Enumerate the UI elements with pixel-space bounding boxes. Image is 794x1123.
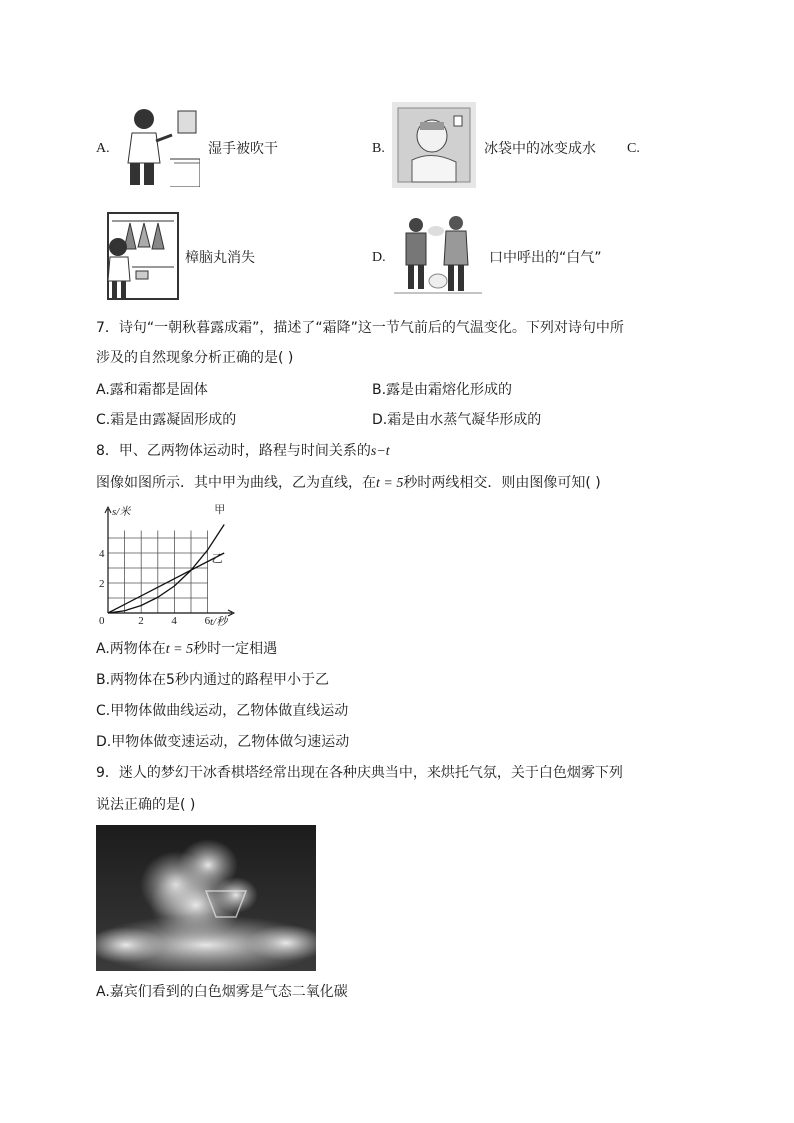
x-tick-label: 4: [171, 615, 177, 627]
photo-dry-ice-fog: [96, 825, 316, 971]
q8-stem-line1: [96, 441, 390, 462]
option-a-text: 湿手被吹干: [208, 141, 278, 157]
q7-option-d: D.霜是由水蒸气凝华形成的: [372, 412, 542, 428]
y-tick-label: 4: [99, 548, 105, 560]
option-c-text: 樟脑丸消失: [185, 250, 255, 266]
q8-option-d: D.甲物体做变速运动，乙物体做匀速运动: [96, 734, 350, 750]
q8-stem-text: 8．甲、乙两物体运动时，路程与时间关系的: [96, 443, 371, 459]
series-yi-label: 乙: [211, 553, 223, 565]
illustration-wardrobe-child: [102, 211, 180, 303]
option-d-text: 口中呼出的“白气”: [489, 250, 602, 266]
q9-stem-line1: 9．迷人的梦幻干冰香棋塔经常出现在各种庆典当中，来烘托气氛，关于白色烟雾下列: [96, 765, 623, 781]
series-jia-label: 甲: [214, 504, 226, 516]
x-axis-label: t/秒: [210, 616, 228, 627]
q9-option-a: A.嘉宾们看到的白色烟雾是气态二氧化碳: [96, 984, 348, 1000]
option-b-text: 冰袋中的冰变成水: [484, 141, 596, 157]
q8-stem-line2: [96, 473, 601, 494]
option-b-letter: B.: [372, 141, 385, 156]
option-d-letter: D.: [372, 250, 386, 265]
q8-math-t5: t = 5: [376, 476, 404, 491]
x-tick-label: 6: [204, 615, 211, 627]
illustration-hand-dryer: [114, 103, 200, 187]
q8-option-a-post: 秒时一定相遇: [193, 641, 278, 657]
y-axis-label: s/米: [112, 506, 131, 518]
q8-option-a: [96, 639, 277, 660]
q7-stem-line2: 涉及的自然现象分析正确的是( ): [96, 350, 294, 366]
q8-math-st: s−t: [370, 444, 390, 459]
q7-stem-line1: 7．诗句“一朝秋暮露成霜”，描述了“霜降”这一节气前后的气温变化。下列对诗句中所: [96, 320, 624, 336]
chart-origin-label: 0: [99, 615, 105, 627]
illustration-children-snow: [392, 211, 484, 297]
q7-option-a: A.露和霜都是固体: [96, 382, 208, 398]
illustration-ice-pack: [392, 102, 476, 188]
option-c-letter: C.: [627, 141, 640, 156]
q8-stem-text-2b: 秒时两线相交．则由图像可知( ): [403, 475, 601, 491]
st-chart: [98, 503, 238, 627]
q9-stem-line2: 说法正确的是( ): [96, 797, 196, 813]
q8-option-b: B.两物体在5秒内通过的路程甲小于乙: [96, 672, 329, 688]
y-tick-label: 2: [99, 578, 105, 590]
st-chart-svg: [98, 503, 238, 627]
q8-option-a-pre: A.两物体在: [96, 641, 166, 657]
q8-stem-text-2a: 图像如图所示．其中甲为曲线，乙为直线，在: [96, 475, 376, 491]
q8-option-a-math: t = 5: [165, 642, 194, 657]
option-a-letter: A.: [96, 141, 110, 156]
x-tick-label: 2: [138, 615, 144, 627]
q7-option-b: B.露是由霜熔化形成的: [372, 382, 513, 398]
q7-option-c: C.霜是由露凝固形成的: [96, 412, 237, 428]
q8-option-c: C.甲物体做曲线运动，乙物体做直线运动: [96, 703, 349, 719]
